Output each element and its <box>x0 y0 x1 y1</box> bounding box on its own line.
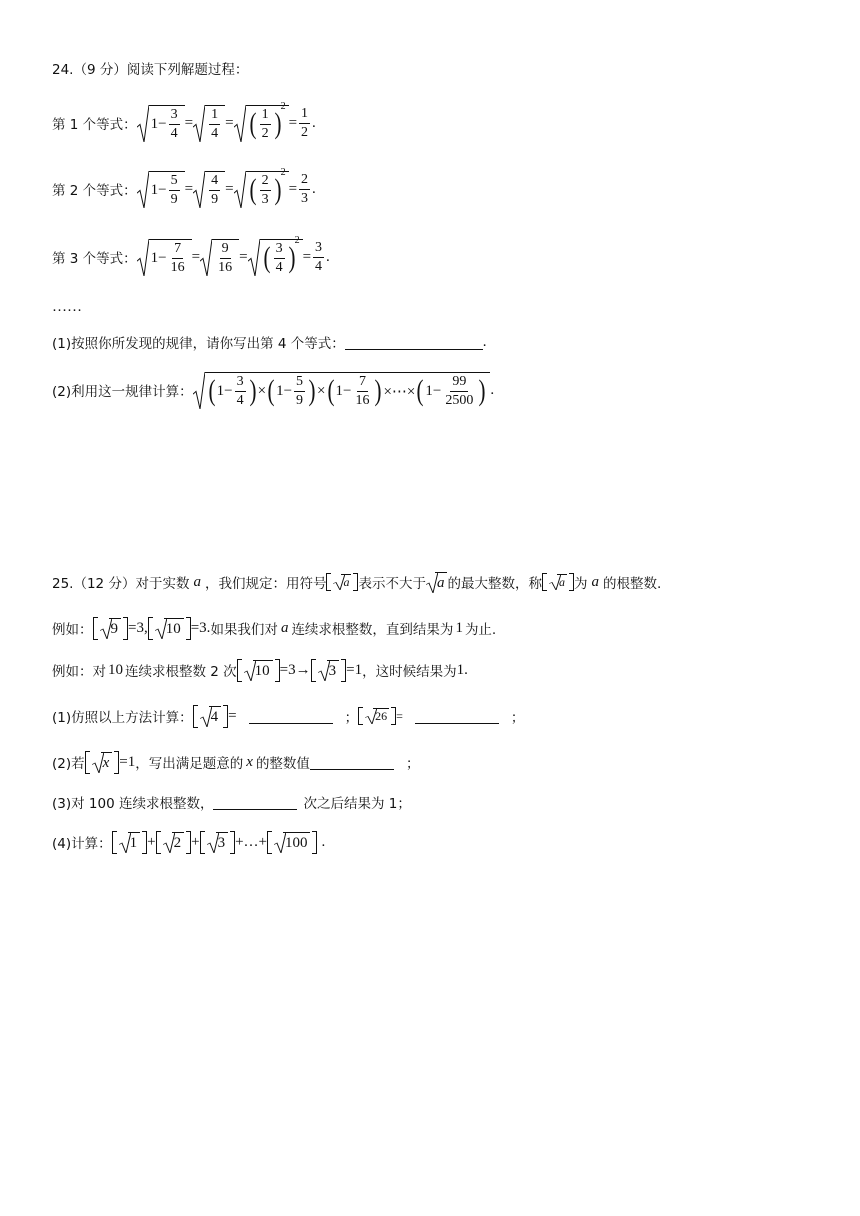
radical: ( $\frac{2}{3}$ ) 2 <box>234 171 289 208</box>
header-text: 为 <box>573 576 588 592</box>
radical-product: ( 1− $\frac{3}{4}$ ) × ( 1− $\frac{5}{9}$ ) × ( 1− $\frac{7}{16}$ ) ×⋯× ( 1− $\frac{99}{2500}$ ) <box>193 372 491 409</box>
answer-blank[interactable] <box>249 709 333 724</box>
example-text: 如果我们对 <box>210 622 278 638</box>
floor-bracket: 2 <box>156 831 192 854</box>
header-text: 25.（12 分）对于实数 <box>52 576 190 592</box>
floor-bracket: 100 <box>267 831 318 854</box>
q25-part-4: (4)计算： 1 + 2 + 3 +…+ 100 . <box>52 822 325 862</box>
floor-bracket: 3 <box>200 831 236 854</box>
part-4-text: (4)计算： <box>52 836 112 852</box>
equation-label: 第 1 个等式： <box>52 117 137 133</box>
floor-bracket: 3 <box>311 659 347 682</box>
variable-a: a <box>280 619 289 636</box>
floor-bracket: 10 <box>148 617 191 640</box>
semicolon: ； <box>510 710 525 726</box>
variable-a: a <box>591 573 599 590</box>
q25-example-2: 例如：对 10 连续求根整数 2 次 10 =3→ 3 =1 ，这时候结果为 1. <box>52 650 468 690</box>
example-text: 为止. <box>464 622 497 638</box>
floor-bracket: 26 <box>358 707 396 725</box>
answer-blank[interactable] <box>345 335 483 350</box>
q24-equation-2: 第 2 个等式： 1− $\frac{5}{9}$ = $\frac{4}{9}$ = ( $\frac{2}{3}$ ) 2 = $\frac{2}{3}$ . <box>52 166 316 207</box>
radical: 1− $\frac{5}{9}$ <box>137 171 185 208</box>
header-text: ，我们规定：用符号 <box>204 576 327 592</box>
q24-header <box>52 48 248 88</box>
period: . <box>482 333 487 350</box>
example-text: 连续求根整数，直到结果为 <box>291 622 454 638</box>
ellipsis: …… <box>52 298 82 315</box>
q24-header-text: 24.（9 分）阅读下列解题过程： <box>52 62 249 78</box>
radical: ( $\frac{3}{4}$ ) 2 <box>248 239 303 276</box>
header-text: 的最大整数，称 <box>447 576 542 592</box>
radical: ( $\frac{1}{2}$ ) 2 <box>234 105 289 142</box>
part-3-text: (3)对 100 连续求根整数， <box>52 796 214 812</box>
q24-equation-1: 第 1 个等式： 1− $\frac{3}{4}$ = $\frac{1}{4}$ = ( $\frac{1}{2}$ ) 2 = $\frac{1}{2}$ . <box>52 100 316 141</box>
floor-bracket: 9 <box>93 617 129 640</box>
answer-blank[interactable] <box>213 795 297 810</box>
radical: $\frac{9}{16}$ <box>200 239 239 276</box>
header-text: 表示不大于 <box>358 576 426 592</box>
floor-bracket: 1 <box>112 831 148 854</box>
radical: 1− $\frac{3}{4}$ <box>137 105 185 142</box>
answer-blank[interactable] <box>415 709 499 724</box>
floor-bracket: 10 <box>237 659 280 682</box>
part-1-text: (1)按照你所发现的规律，请你写出第 4 个等式： <box>52 336 345 352</box>
part-2-text: (2)若 <box>52 756 85 772</box>
variable-x: x <box>246 753 253 770</box>
q25-header <box>52 562 661 602</box>
semicolon: ； <box>405 756 420 772</box>
example-text: ，这时候结果为 <box>362 664 457 680</box>
floor-bracket: a <box>326 573 358 591</box>
q24-equation-3: 第 3 个等式： 1− $\frac{7}{16}$ = $\frac{9}{16}$ = ( $\frac{3}{4}$ ) 2 = $\frac{3}{4}$ . <box>52 234 330 275</box>
example-text: 连续求根整数 2 次 <box>125 664 237 680</box>
part-3-text: 次之后结果为 1； <box>303 796 411 812</box>
example-text: 例如：对 <box>52 664 106 680</box>
radical: $\frac{1}{4}$ <box>193 105 225 142</box>
q25-part-3 <box>52 782 411 822</box>
example-text: 例如： <box>52 622 93 638</box>
floor-bracket: a <box>542 573 574 591</box>
radical: 1− $\frac{7}{16}$ <box>137 239 192 276</box>
header-text: 的根整数. <box>602 576 662 592</box>
q24-part-2: (2)利用这一规律计算： ( 1− $\frac{3}{4}$ ) × ( 1− $\frac{5}{9}$ ) × ( 1− $\frac{7}{16}$ ) ×⋯× ( 1− $\frac{99}{2500}$ ) . <box>52 373 495 408</box>
variable-a: a <box>193 573 201 590</box>
part-2-text: 的整数值 <box>255 756 310 772</box>
q25-part-2: (2)若 x =1 ，写出满足题意的 x 的整数值 ； <box>52 742 419 782</box>
floor-bracket: 4 <box>193 705 229 728</box>
q24-part-1 <box>52 322 487 362</box>
radical: a <box>426 572 448 593</box>
q25-part-1: (1)仿照以上方法计算： 4 = ； 26 = ； <box>52 696 524 736</box>
part-2-text: (2)利用这一规律计算： <box>52 384 193 400</box>
equation-label: 第 2 个等式： <box>52 183 137 199</box>
radical: $\frac{4}{9}$ <box>193 171 225 208</box>
semicolon: ； <box>344 710 359 726</box>
part-2-text: ，写出满足题意的 <box>135 756 244 772</box>
q24-ellipsis <box>52 292 82 322</box>
q25-example-1: 例如： 9 =3, 10 =3. 如果我们对 a 连续求根整数，直到结果为 1 为止. <box>52 608 496 648</box>
floor-bracket: x <box>85 751 120 774</box>
equation-label: 第 3 个等式： <box>52 251 137 267</box>
answer-blank[interactable] <box>310 755 394 770</box>
part-1-text: (1)仿照以上方法计算： <box>52 710 193 726</box>
